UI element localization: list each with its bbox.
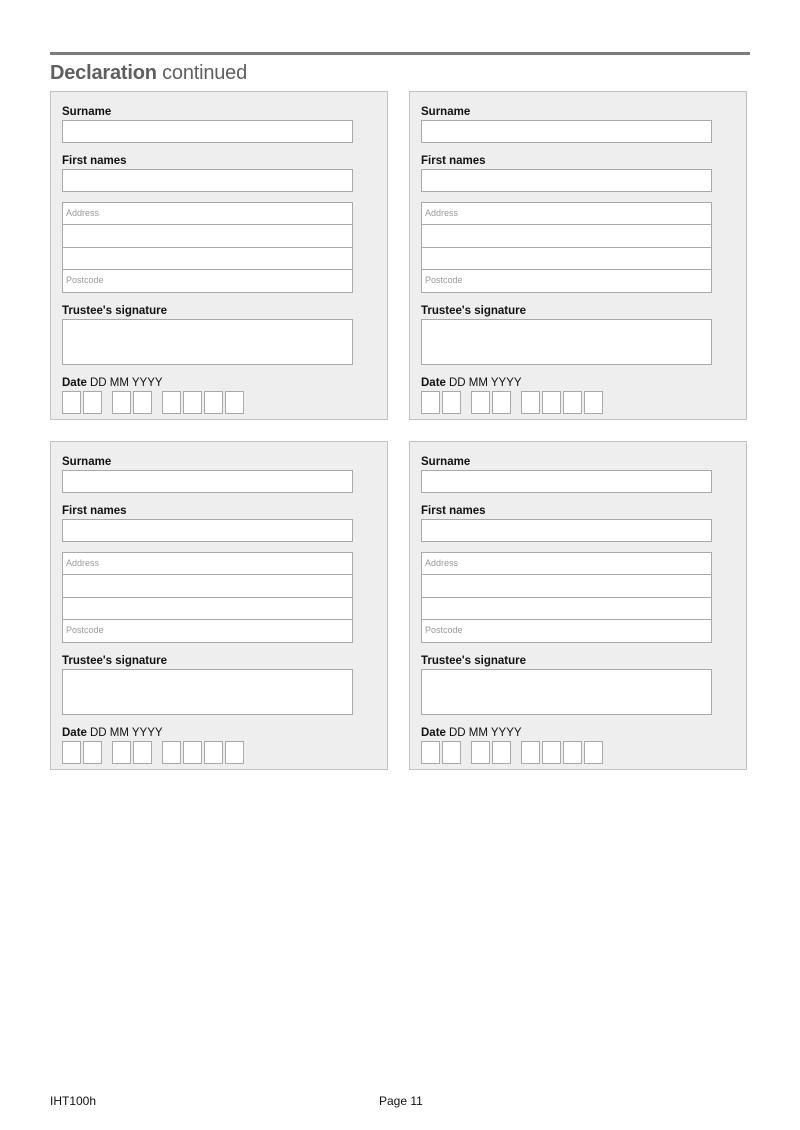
address-line-1[interactable] xyxy=(422,203,711,225)
address-line-3[interactable] xyxy=(422,248,711,270)
date-month-digit-2[interactable] xyxy=(492,741,511,764)
date-day-digit-2[interactable] xyxy=(83,741,102,764)
first-names-field[interactable] xyxy=(62,519,353,542)
date-year-digit-3[interactable] xyxy=(204,391,223,414)
postcode-placeholder: Postcode xyxy=(425,624,463,635)
date-year-digit-3[interactable] xyxy=(204,741,223,764)
page-title-rest: continued xyxy=(162,62,248,84)
surname-field[interactable] xyxy=(62,120,353,143)
page-title xyxy=(50,60,247,86)
postcode-field[interactable] xyxy=(63,620,352,642)
address-line-3[interactable] xyxy=(422,598,711,620)
first-names-field[interactable] xyxy=(421,519,712,542)
signature-box[interactable] xyxy=(62,669,353,715)
address-line-1[interactable] xyxy=(422,553,711,575)
signature-label: Trustee's signature xyxy=(421,305,526,317)
postcode-field[interactable] xyxy=(422,620,711,642)
first-names-label: First names xyxy=(62,155,127,167)
first-names-label: First names xyxy=(421,155,486,167)
postcode-field[interactable] xyxy=(422,270,711,292)
postcode-field[interactable] xyxy=(63,270,352,292)
address-placeholder: Address xyxy=(66,208,100,218)
page-number: Page 11 xyxy=(379,1094,423,1108)
date-year-digit-3[interactable] xyxy=(563,391,582,414)
address-line-1[interactable] xyxy=(63,203,352,225)
date-word: Date xyxy=(62,727,87,739)
date-year-digit-2[interactable] xyxy=(542,391,561,414)
address-block xyxy=(421,552,712,643)
signature-box[interactable] xyxy=(421,669,712,715)
date-input-boxes xyxy=(62,391,246,414)
date-year-digit-4[interactable] xyxy=(584,391,603,414)
date-month-digit-1[interactable] xyxy=(471,741,490,764)
surname-label: Surname xyxy=(62,106,112,118)
address-line-2[interactable] xyxy=(422,225,711,247)
address-line-2[interactable] xyxy=(422,575,711,597)
date-year-digit-1[interactable] xyxy=(162,741,181,764)
date-month-digit-1[interactable] xyxy=(112,741,131,764)
date-month-digit-1[interactable] xyxy=(112,391,131,414)
date-year-digit-4[interactable] xyxy=(225,391,244,414)
postcode-placeholder: Postcode xyxy=(425,274,463,285)
address-line-3[interactable] xyxy=(63,248,352,270)
postcode-placeholder: Postcode xyxy=(66,624,104,635)
date-input-boxes xyxy=(62,741,246,764)
postcode-placeholder: Postcode xyxy=(66,274,104,285)
trustee-panel-1 xyxy=(50,91,388,420)
date-day-digit-1[interactable] xyxy=(62,391,81,414)
date-year-digit-1[interactable] xyxy=(162,391,181,414)
signature-box[interactable] xyxy=(421,319,712,365)
date-input-boxes xyxy=(421,391,605,414)
signature-box[interactable] xyxy=(62,319,353,365)
date-year-digit-4[interactable] xyxy=(225,741,244,764)
date-day-digit-1[interactable] xyxy=(421,391,440,414)
address-block xyxy=(421,202,712,293)
surname-field[interactable] xyxy=(62,470,353,493)
date-label xyxy=(421,376,522,390)
trustee-panel-4 xyxy=(409,441,747,770)
date-month-digit-2[interactable] xyxy=(133,391,152,414)
date-year-digit-1[interactable] xyxy=(521,391,540,414)
date-day-digit-2[interactable] xyxy=(442,391,461,414)
address-placeholder: Address xyxy=(425,208,459,218)
surname-label: Surname xyxy=(421,106,471,118)
address-line-3[interactable] xyxy=(63,598,352,620)
date-word: Date xyxy=(62,377,87,389)
first-names-label: First names xyxy=(421,505,486,517)
form-code: IHT100h xyxy=(50,1094,97,1108)
date-year-digit-2[interactable] xyxy=(183,741,202,764)
date-format-hint: DD MM YYYY xyxy=(89,377,163,389)
date-word: Date xyxy=(421,377,446,389)
surname-field[interactable] xyxy=(421,120,712,143)
date-word: Date xyxy=(421,727,446,739)
first-names-field[interactable] xyxy=(62,169,353,192)
surname-label: Surname xyxy=(62,456,112,468)
date-year-digit-3[interactable] xyxy=(563,741,582,764)
date-label xyxy=(62,376,163,390)
address-line-1[interactable] xyxy=(63,553,352,575)
signature-label: Trustee's signature xyxy=(62,305,167,317)
date-year-digit-2[interactable] xyxy=(183,391,202,414)
date-month-digit-2[interactable] xyxy=(133,741,152,764)
address-line-2[interactable] xyxy=(63,575,352,597)
date-month-digit-2[interactable] xyxy=(492,391,511,414)
date-day-digit-1[interactable] xyxy=(62,741,81,764)
date-label xyxy=(62,726,163,740)
date-day-digit-2[interactable] xyxy=(83,391,102,414)
signature-label: Trustee's signature xyxy=(421,655,526,667)
date-day-digit-2[interactable] xyxy=(442,741,461,764)
date-label xyxy=(421,726,522,740)
date-day-digit-1[interactable] xyxy=(421,741,440,764)
date-format-hint: DD MM YYYY xyxy=(448,377,522,389)
trustee-panel-3 xyxy=(50,441,388,770)
page-title-bold: Declaration xyxy=(50,62,157,84)
date-input-boxes xyxy=(421,741,605,764)
date-format-hint: DD MM YYYY xyxy=(89,727,163,739)
date-year-digit-4[interactable] xyxy=(584,741,603,764)
date-year-digit-1[interactable] xyxy=(521,741,540,764)
address-block xyxy=(62,552,353,643)
surname-field[interactable] xyxy=(421,470,712,493)
first-names-label: First names xyxy=(62,505,127,517)
address-line-2[interactable] xyxy=(63,225,352,247)
trustee-panel-2 xyxy=(409,91,747,420)
address-placeholder: Address xyxy=(425,558,459,568)
date-format-hint: DD MM YYYY xyxy=(448,727,522,739)
signature-label: Trustee's signature xyxy=(62,655,167,667)
date-month-digit-1[interactable] xyxy=(471,391,490,414)
surname-label: Surname xyxy=(421,456,471,468)
date-year-digit-2[interactable] xyxy=(542,741,561,764)
first-names-field[interactable] xyxy=(421,169,712,192)
address-block xyxy=(62,202,353,293)
address-placeholder: Address xyxy=(66,558,100,568)
top-rule xyxy=(50,52,750,55)
